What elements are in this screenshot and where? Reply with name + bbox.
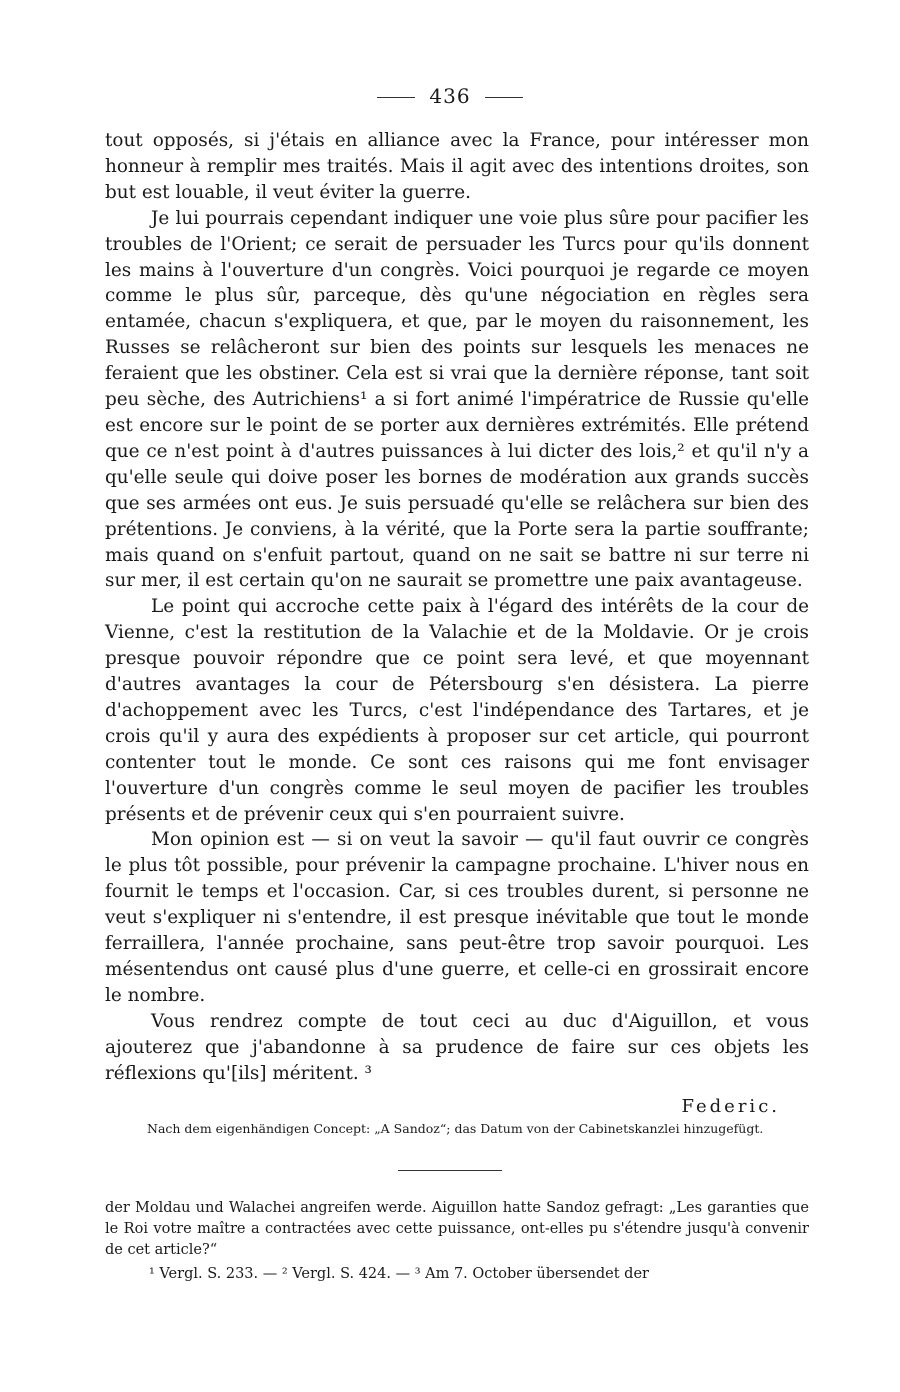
footnote-references: ¹ Vergl. S. 233. — ² Vergl. S. 424. — ³ Am 7. October übersendet der xyxy=(149,1266,649,1282)
header-rule-left xyxy=(377,97,415,98)
header-rule-right xyxy=(485,97,523,98)
signature: Federic. xyxy=(681,1096,780,1117)
letter-body xyxy=(105,128,809,1087)
footnotes xyxy=(105,1198,809,1285)
page-number: 436 xyxy=(429,84,471,108)
paragraph-2: Je lui pourrais cependant indiquer une voie plus sûre pour pacifier les troubles de l'Orient; ce serait de persuader les Turcs pour qu'ils donnent les mains à l'ouverture d'un congrès. Voici pourquoi je regarde ce moyen comme le plus sûr, parceque, dès qu'une négociation en règles sera entamée, chacun s'expliquera, et que, par le moyen du raisonnement, les Russes se relâcheront sur bien des points sur lesquels les menaces ne feraient que les obstiner. Cela est si vrai que la dernière réponse, tant soit peu sèche, des Autrichiens¹ a si fort animé l'impératrice de Russie qu'elle est encore sur le point de se porter aux dernières extrémités. Elle prétend que ce n'est point à d'autres puissances à lui dicter des lois,² et qu'il n'y a qu'elle seule qui doive poser les bornes de modération aux grands succès que ses armées ont eus. Je suis persuadé qu'elle se relâchera sur bien des prétentions. Je conviens, à la vérité, que la Porte sera la partie souffrante; mais quand on s'enfuit partout, quand on ne sait se battre ni sur terre ni sur mer, il est certain qu'on ne saurait se promettre une paix avantageuse. xyxy=(105,207,809,592)
footnote-continuation: der Moldau und Walachei angreifen werde. Aiguillon hatte Sandoz gefragt: „Les garanties que le Roi votre maître a contractées avec cette puissance, ont-elles pu s'étendre jusqu'à convenir de cet article?“ xyxy=(105,1200,809,1258)
page-header xyxy=(0,84,900,108)
paragraph-3: Le point qui accroche cette paix à l'égard des intérêts de la cour de Vienne, c'est la restitution de la Valachie et de la Moldavie. Or je crois presque pouvoir répondre que ce point sera levé, et que moyennant d'autres avantages la cour de Pétersbourg s'en désistera. La pierre d'achoppement avec les Turcs, c'est l'indépendance des Tartares, et je crois qu'il y aura des expédients à proposer sur cet article, qui pourront contenter tout le monde. Ce sont ces raisons qui me font envisager l'ouverture d'un congrès comme le seul moyen de pacifier les troubles présents et de prévenir ceux qui s'en pourraient suivre. xyxy=(105,596,809,825)
paragraph-4: Mon opinion est — si on veut la savoir — qu'il faut ouvrir ce congrès le plus tôt possible, pour prévenir la campagne prochaine. L'hiver nous en fournit le temps et l'occasion. Car, si ces troubles durent, si personne ne veut s'expliquer ni s'entendre, il est presque inévitable que tout le monde ferraillera, l'année prochaine, sans peut-être trop savoir pourquoi. Les mésentendus ont causé plus d'une guerre, et celle-ci en grossirait encore le nombre. xyxy=(105,829,809,1006)
paragraph-1: tout opposés, si j'étais en alliance avec la France, pour intéresser mon honneur à remplir mes traités. Mais il agit avec des intentions droites, son but est louable, il veut éviter la guerre. xyxy=(105,130,809,203)
paragraph-5: Vous rendrez compte de tout ceci au duc d'Aiguillon, et vous ajouterez que j'abandonne à sa prudence de faire sur ces objets les réflexions qu'[ils] méritent. ³ xyxy=(105,1010,809,1084)
source-note: Nach dem eigenhändigen Concept: „A Sandoz“; das Datum von der Cabinetskanzlei hinzugefügt. xyxy=(147,1121,764,1136)
footnote-separator xyxy=(398,1170,502,1171)
